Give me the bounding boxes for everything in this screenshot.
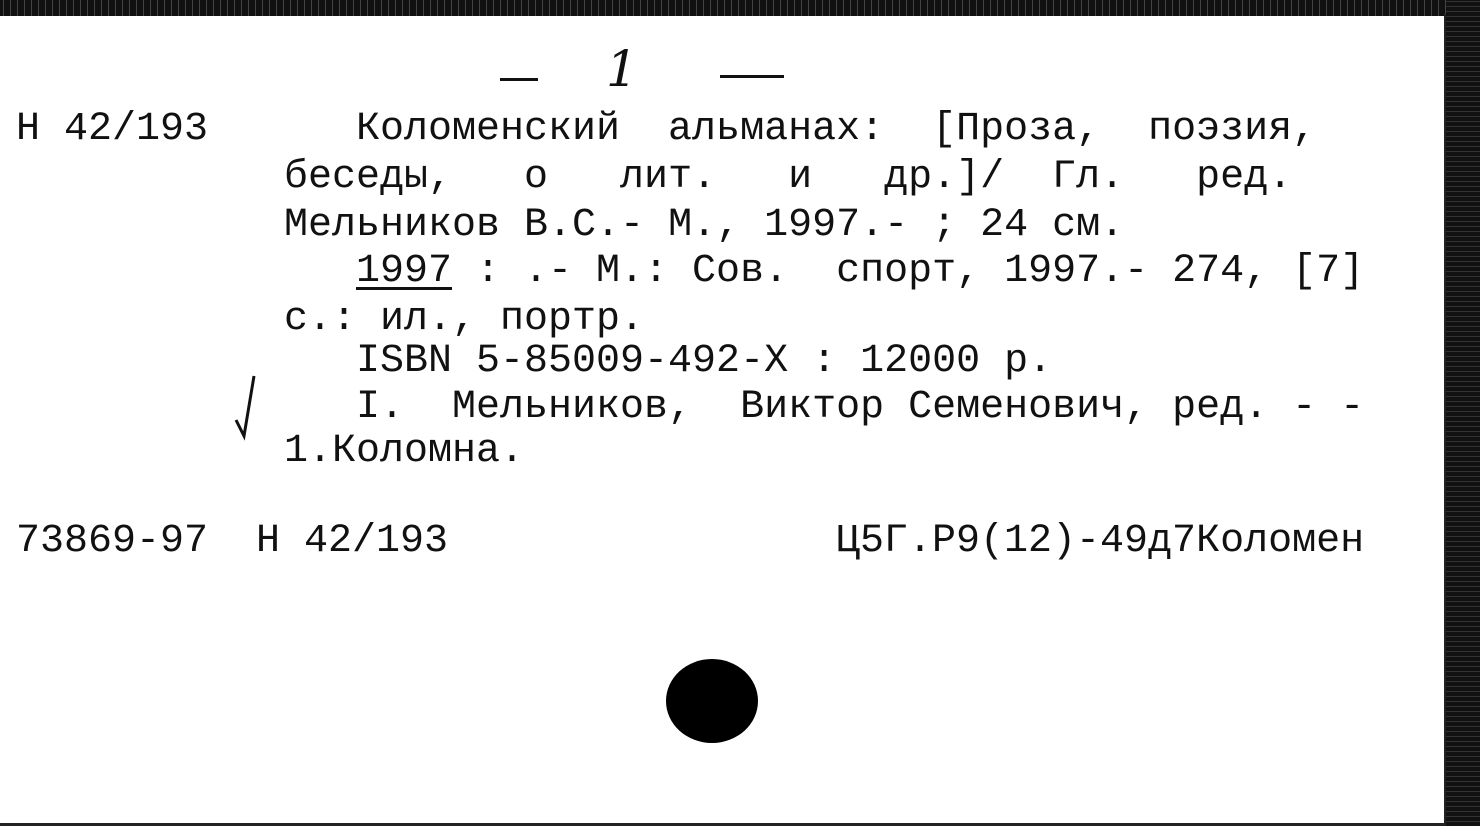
imprint-text: : .- М.: Сов. спорт, 1997.- 274, [7] <box>452 249 1365 294</box>
edition-year: 1997 <box>356 249 453 294</box>
classification-index: Ц5Г.Р9(12)-49д7Коломен <box>836 519 1365 564</box>
record-line-4 <box>356 248 1364 296</box>
handwritten-number: 1 <box>606 40 638 98</box>
record-line-3: Мельников В.С.- М., 1997.- ; 24 см. <box>284 203 1125 248</box>
record-line-5: с.: ил., портр. <box>284 297 645 342</box>
card-right-edge-line <box>1444 14 1446 826</box>
card-punch-hole <box>666 659 758 743</box>
added-entry-line: I. Мельников, Виктор Семенович, ред. - - <box>356 385 1365 430</box>
isbn-line: ISBN 5-85009-492-Х : 12000 р. <box>356 339 1053 384</box>
title-line: Коломенский альманах: [Проза, поэзия, <box>356 107 1317 152</box>
inventory-number: 73869-97 <box>16 519 209 564</box>
shelf-mark-bottom: Н 42/193 <box>256 519 449 564</box>
card-right-edge <box>1446 0 1480 826</box>
header-dash-left <box>500 78 538 81</box>
check-mark-icon <box>232 370 262 450</box>
shelf-mark: Н 42/193 <box>16 107 209 152</box>
subject-line: 1.Коломна. <box>284 429 525 474</box>
header-dash-right <box>720 75 784 78</box>
card-top-edge <box>0 0 1480 16</box>
record-line-2: беседы, о лит. и др.]/ Гл. ред. <box>284 155 1293 200</box>
